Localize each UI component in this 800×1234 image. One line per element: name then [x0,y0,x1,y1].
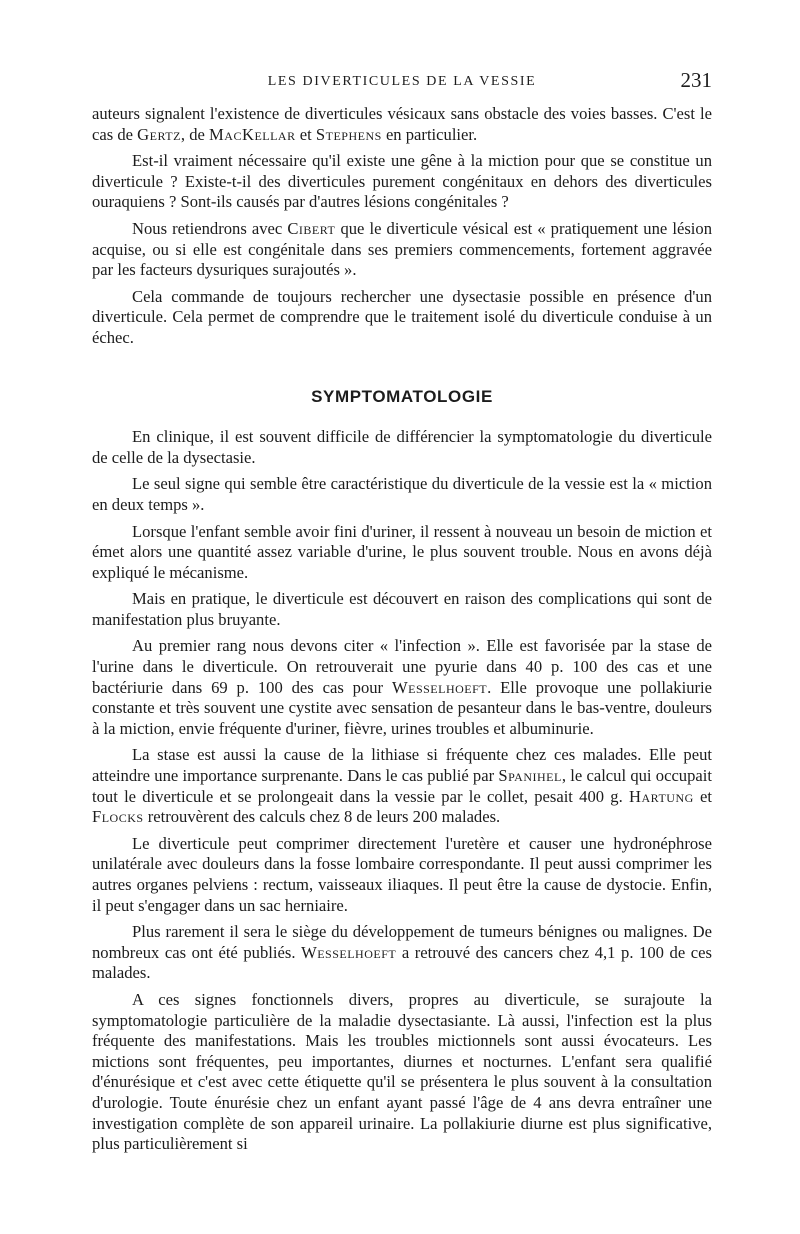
paragraph [92,922,712,984]
text-run: en particulier. [381,124,478,144]
running-title: LES DIVERTICULES DE LA VESSIE [267,74,537,89]
author-name: Wesselhoeft [301,942,397,962]
text-run: Plus rarement il sera le siège du développement de tumeurs bénignes ou malignes. De nombreux cas ont été publiés. [92,922,712,962]
paragraph [92,990,712,1155]
paragraph [92,589,712,630]
author-name: Wesselhoeft [391,677,488,697]
paragraph [92,474,712,515]
text-run: Lorsque l'enfant semble avoir fini d'uriner, il ressent à nouveau un besoin de miction et émet alors une quantité assez variable d'urine, le plus souvent trouble. Nous en avons déjà expliqué le mécanisme. [92,521,712,582]
paragraph [92,219,712,281]
page-number: 231 [680,68,712,92]
text-run: A ces signes fonctionnels divers, propres au diverticule, se surajoute la symptomatologie particulière de la maladie dysectasiante. Là aussi, l'infection est la plus fréquente des manifestations. Mais les troubles mictionnels sont aussi évocateurs. Les mictions sont fréquentes, peu importantes, diurnes et nocturnes. L'enfant sera qualifié d'énurésique et c'est avec cette étiquette qu'il se présentera le plus souvent à la consultation d'urologie. Toute énurésie chez un enfant ayant passé l'âge de 4 ans devra entraîner une investigation complète de son appareil urinaire. La pollakiurie diurne est plus significative, plus particulièrement si [92,989,712,1154]
text-run: Cela commande de toujours rechercher une dysectasie possible en présence d'un diverticule. Cela permet de comprendre que le traitement isolé du diverticule conduise à un échec. [92,286,712,347]
author-name: Flocks [92,807,144,827]
text-run: Nous retiendrons avec [132,218,288,238]
text-run: que le diverticule vésical est « pratiquement une lésion acquise, ou si elle est congénitale dans ses premiers commencements, fortement aggravée par les facteurs dysuriques surajoutés ». [92,218,712,280]
text-run: . Elle provoque une pollakiurie constante et très souvent une cystite avec sensation de pesanteur dans le bas-ventre, douleurs à la miction, envie fréquente d'uriner, fièvre, urines troubles et albuminurie. [92,677,713,738]
text-run: , de [180,124,210,144]
body-text [92,104,712,1161]
paragraphs-before-heading [92,104,712,349]
paragraphs-after-heading [92,427,712,1155]
text-run: Le seul signe qui semble être caractéristique du diverticule de la vessie est la « miction en deux temps ». [92,474,712,514]
paragraph [92,522,712,584]
paragraph [92,745,712,827]
paragraph [92,287,712,349]
paragraph [92,636,712,739]
text-run: Au premier rang nous devons citer « l'infection ». Elle est favorisée par la stase de l'urine dans le diverticule. On retrouverait une pyurie dans 40 p. 100 des cas et une bactériurie dans 69 p. 100 des cas pour [92,636,712,697]
page-header [92,66,712,96]
author-name: Cibert [287,218,336,238]
author-name: Spanihel [498,766,562,786]
paragraph [92,834,712,916]
paragraph [92,427,712,468]
author-name: Gertz [137,124,181,144]
text-run: , le calcul qui occupait tout le diverticule et se prolongeait dans la vessie par le collet, pesait 400 g. [92,766,712,806]
text-run: auteurs signalent l'existence de diverticules vésicaux sans obstacle des voies basses. C'est le cas de [92,104,712,144]
paragraph [92,104,712,145]
text-run: retrouvèrent des calculs chez 8 de leurs 200 malades. [143,807,501,827]
author-name: Hartung [629,786,694,806]
text-run: et [295,124,316,144]
section-heading: SYMPTOMATOLOGIE [311,386,493,406]
text-run: Le diverticule peut comprimer directement l'uretère et causer une hydronéphrose unilatérale avec douleurs dans la fosse lombaire correspondante. Il peut aussi comprimer les autres organes pelviens : rectum, vaisseaux iliaques. Il peut être la cause de dystocie. Enfin, il peut s'engager dans un sac herniaire. [92,833,712,915]
author-name: Stephens [315,124,382,144]
text-run: La stase est aussi la cause de la lithiase si fréquente chez ces malades. Elle peut atteindre une importance surprenante. Dans le cas publié par [92,745,712,786]
text-run: En clinique, il est souvent difficile de différencier la symptomatologie du diverticule de celle de la dysectasie. [92,427,712,467]
author-name: MacKellar [209,124,296,144]
text-run: Est-il vraiment nécessaire qu'il existe une gêne à la miction pour que se constitue un diverticule ? Existe-t-il des diverticules purement congénitaux en dehors des diverticules ouraquiens ? Sont-ils causés par d'autres lésions congénitales ? [92,151,712,212]
text-run: Mais en pratique, le diverticule est découvert en raison des complications qui sont de manifestation plus bruyante. [92,589,712,629]
text-run: et [693,786,713,806]
text-run: a retrouvé des cancers chez 4,1 p. 100 de ces malades. [92,942,712,983]
paragraph [92,151,712,213]
